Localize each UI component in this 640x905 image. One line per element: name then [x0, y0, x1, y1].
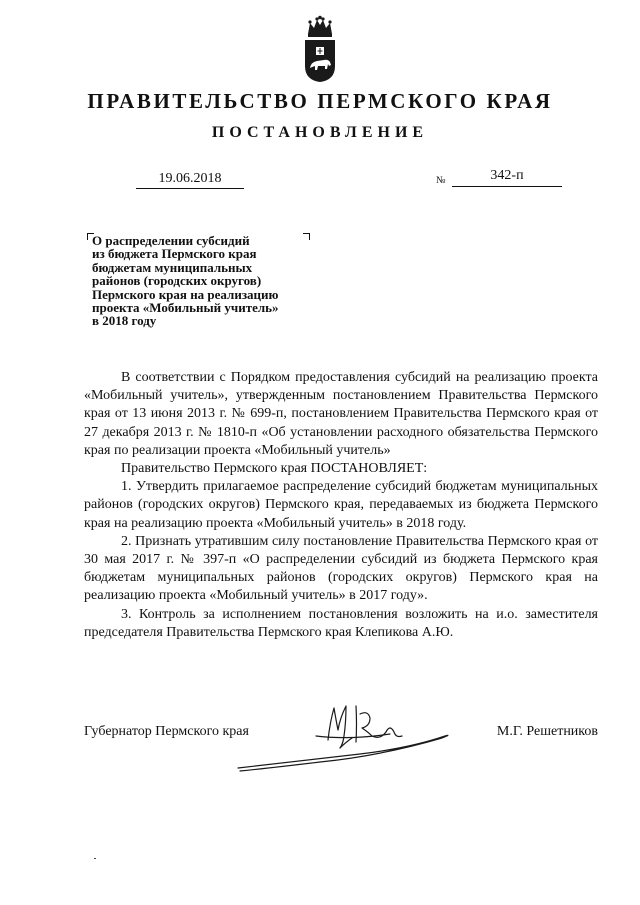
government-title: ПРАВИТЕЛЬСТВО ПЕРМСКОГО КРАЯ — [87, 89, 553, 113]
signatory-name: М.Г. Решетников — [496, 724, 598, 739]
resolution-statement: Правительство Пермского края ПОСТАНОВЛЯЕТ: — [121, 461, 428, 477]
document-subject — [92, 234, 322, 328]
subject-line: Пермского края на реализацию — [92, 286, 279, 302]
number-prefix: № — [436, 175, 446, 186]
subject-line: бюджетам муниципальных — [92, 259, 253, 275]
subject-line: районов (городских округов) — [92, 273, 262, 289]
clause-1: 1. Утвердить прилагаемое распределение субсидий бюджетам муниципальных районов (городских округов) Пермского края, передаваемых из бюджета Пермского края на реализацию проекта «Мобильный учитель» в 2018 году. — [84, 479, 598, 531]
subject-line: из бюджета Пермского края — [92, 246, 257, 262]
scan-speck — [94, 858, 96, 859]
handwritten-signature — [230, 696, 480, 786]
document-type: ПОСТАНОВЛЕНИЕ — [211, 124, 429, 141]
document-number: 342-п — [452, 166, 562, 187]
clause-3: 3. Контроль за исполнением постановления возложить на и.о. заместителя председателя Правительства Пермского края Клепикова А.Ю. — [84, 606, 598, 640]
signatory-title: Губернатор Пермского края — [84, 724, 249, 739]
crown-icon — [308, 16, 332, 37]
subject-line: О распределении субсидий — [92, 233, 250, 248]
subject-line: проекта «Мобильный учитель» — [92, 300, 279, 316]
document-date: 19.06.2018 — [136, 170, 244, 189]
document-body — [84, 369, 598, 642]
preamble-paragraph: В соответствии с Порядком предоставления субсидий на реализацию проекта «Мобильный учитель», утвержденным постановлением Правительства Пермского края от 13 июня 2013 г. № 699-п, постановлением Правительства Пермского края от 27 декабря 2013 г. № 1810-п «Об установлении расходного обязательства Пермского края по реализации проекта «Мобильный учитель» — [84, 370, 598, 458]
subject-line: в 2018 году — [92, 313, 157, 329]
clause-2: 2. Признать утратившим силу постановление Правительства Пермского края от 30 мая 2017 г. № 397-п «О распределении субсидий из бюджета Пермского края бюджетам муниципальных районов (городских округов) Пермского края на реализацию проекта «Мобильный учитель» в 2017 году». — [84, 533, 598, 604]
coat-of-arms-icon — [300, 14, 340, 84]
